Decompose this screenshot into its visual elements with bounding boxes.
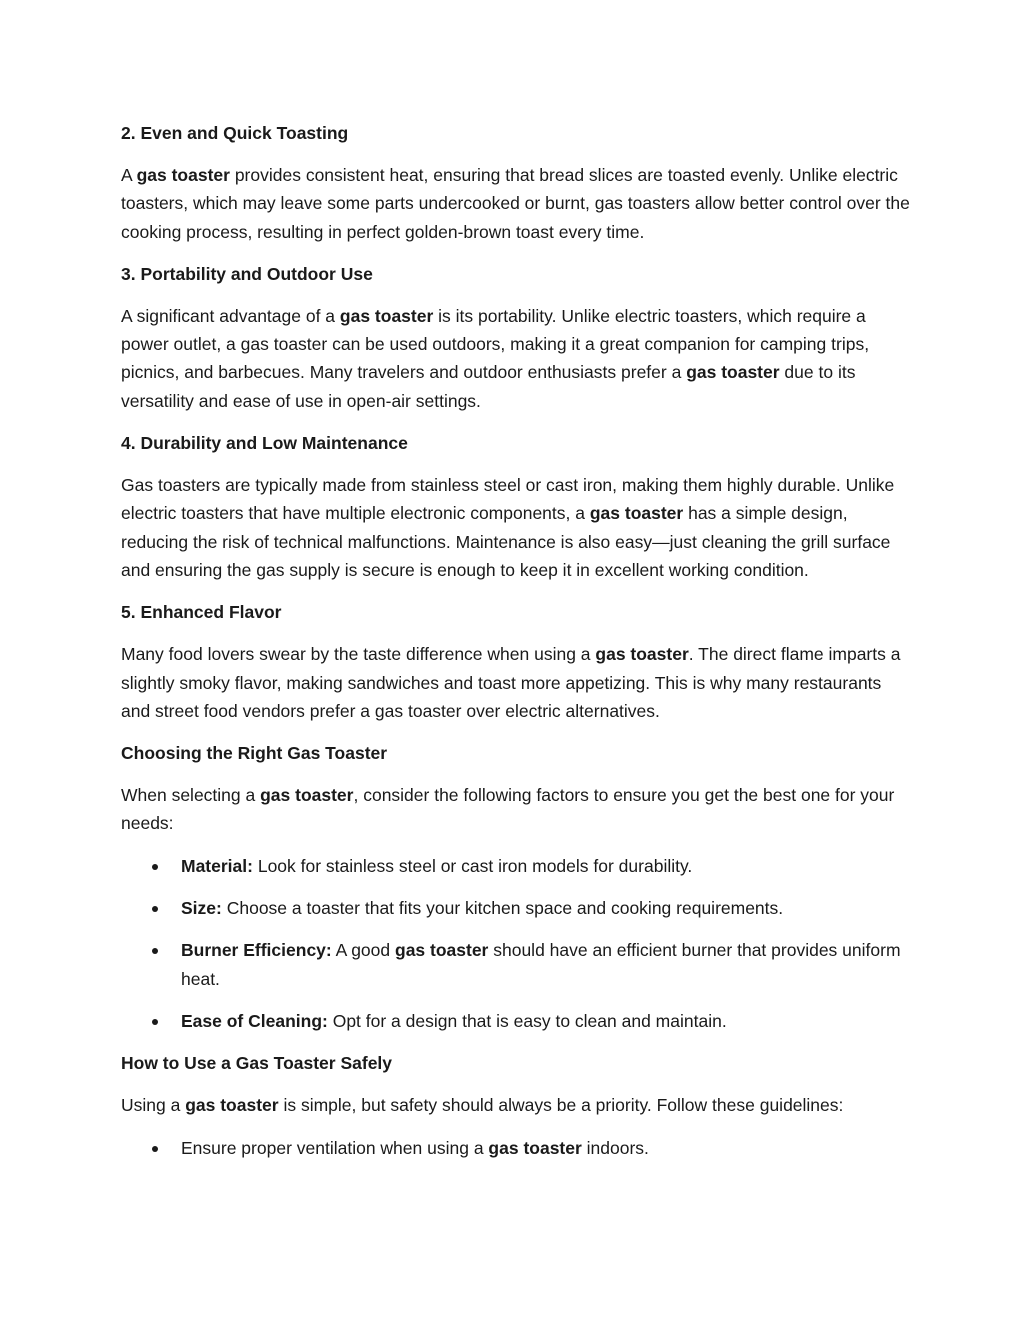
text-run: Opt for a design that is easy to clean and maintain. — [327, 1010, 727, 1031]
bold-text: gas toaster — [185, 1095, 279, 1116]
bullet-list — [121, 1134, 911, 1162]
section-heading: How to Use a Gas Toaster Safely — [121, 1053, 393, 1074]
text-run: has a simple design, reducing the risk of technical malfunctions. Maintenance is also easy—just cleaning the grill surface and ensuring the gas supply is secure is enough to keep it in excellent working condition. — [121, 503, 891, 580]
section-4-durability-and-low-maintenance — [121, 429, 911, 584]
text-run: A significant advantage of a — [121, 305, 340, 326]
text-run: . The direct flame imparts a slightly smoky flavor, making sandwiches and toast more appetizing. This is why many restaurants and street food vendors prefer a gas toaster over electric alternatives. — [121, 644, 901, 721]
bold-text: gas toaster — [686, 362, 780, 383]
section-heading: Choosing the Right Gas Toaster — [121, 743, 388, 764]
section-paragraph — [121, 302, 911, 415]
section-choosing-the-right-gas-toaster — [121, 739, 911, 1035]
section-paragraph — [121, 471, 911, 584]
bold-text: gas toaster — [260, 785, 354, 806]
text-run: Choose a toaster that fits your kitchen space and cooking requirements. — [221, 898, 784, 919]
text-run: is simple, but safety should always be a priority. Follow these guidelines: — [278, 1095, 844, 1116]
text-run: Using a — [121, 1095, 186, 1116]
bold-text: gas toaster — [136, 165, 230, 185]
text-run: Many food lovers swear by the taste difference when using a — [121, 644, 596, 665]
section-heading: 4. Durability and Low Maintenance — [121, 433, 408, 454]
section-paragraph — [121, 640, 911, 725]
text-run: , consider the following factors to ensure you get the best one for your needs: — [121, 785, 895, 834]
text-run: should have an efficient burner that provides uniform heat. — [181, 940, 901, 989]
bold-text: Material: — [181, 855, 253, 876]
bold-text: Burner Efficiency: — [181, 940, 332, 961]
text-run: When selecting a — [121, 785, 261, 806]
text-run: is its portability. Unlike electric toasters, which require a power outlet, a gas toaster can be used outdoors, making it a great companion for camping trips, picnics, and barbecues. Many travelers and outdoor enthusiasts prefer a — [121, 305, 870, 383]
section-paragraph — [121, 1091, 911, 1119]
text-run: Gas toasters are typically made from stainless steel or cast iron, making them highly durable. Unlike electric toasters that have multiple electronic components, a — [121, 475, 895, 524]
list-item — [121, 1007, 911, 1035]
section-paragraph — [121, 161, 911, 246]
list-item — [121, 936, 911, 993]
list-item — [121, 894, 911, 922]
bold-text: Ease of Cleaning: — [181, 1010, 328, 1031]
bold-text: gas toaster — [589, 503, 684, 524]
text-run: A good — [331, 940, 395, 961]
document-page — [121, 119, 911, 1176]
section-heading: 5. Enhanced Flavor — [121, 602, 282, 623]
bold-text: gas toaster — [488, 1137, 582, 1158]
section-paragraph — [121, 781, 911, 838]
section-heading: 3. Portability and Outdoor Use — [121, 263, 373, 284]
section-how-to-use-a-gas-toaster-safely — [121, 1049, 911, 1162]
text-run: due to its versatility and ease of use in open-air settings. — [121, 362, 856, 411]
section-2-even-and-quick-toasting — [121, 119, 911, 246]
bullet-list — [121, 852, 911, 1035]
text-run: Ensure proper ventilation when using a — [181, 1137, 489, 1158]
text-run: Look for stainless steel or cast iron models for durability. — [252, 855, 693, 876]
text-run: provides consistent heat, ensuring that bread slices are toasted evenly. Unlike electric toasters, which may leave some parts undercooked or burnt, gas toasters allow better control over the cooking process, resulting in perfect golden-brown toast every time. — [121, 165, 910, 242]
section-5-enhanced-flavor — [121, 598, 911, 725]
section-3-portability-and-outdoor-use — [121, 260, 911, 415]
list-item — [121, 1134, 911, 1162]
bold-text: gas toaster — [595, 644, 689, 665]
list-item — [121, 852, 911, 880]
bold-text: Size: — [181, 898, 222, 919]
text-run: A — [121, 165, 137, 185]
bold-text: gas toaster — [395, 940, 489, 961]
text-run: indoors. — [581, 1137, 649, 1158]
bold-text: gas toaster — [339, 305, 434, 326]
section-heading: 2. Even and Quick Toasting — [121, 123, 349, 143]
